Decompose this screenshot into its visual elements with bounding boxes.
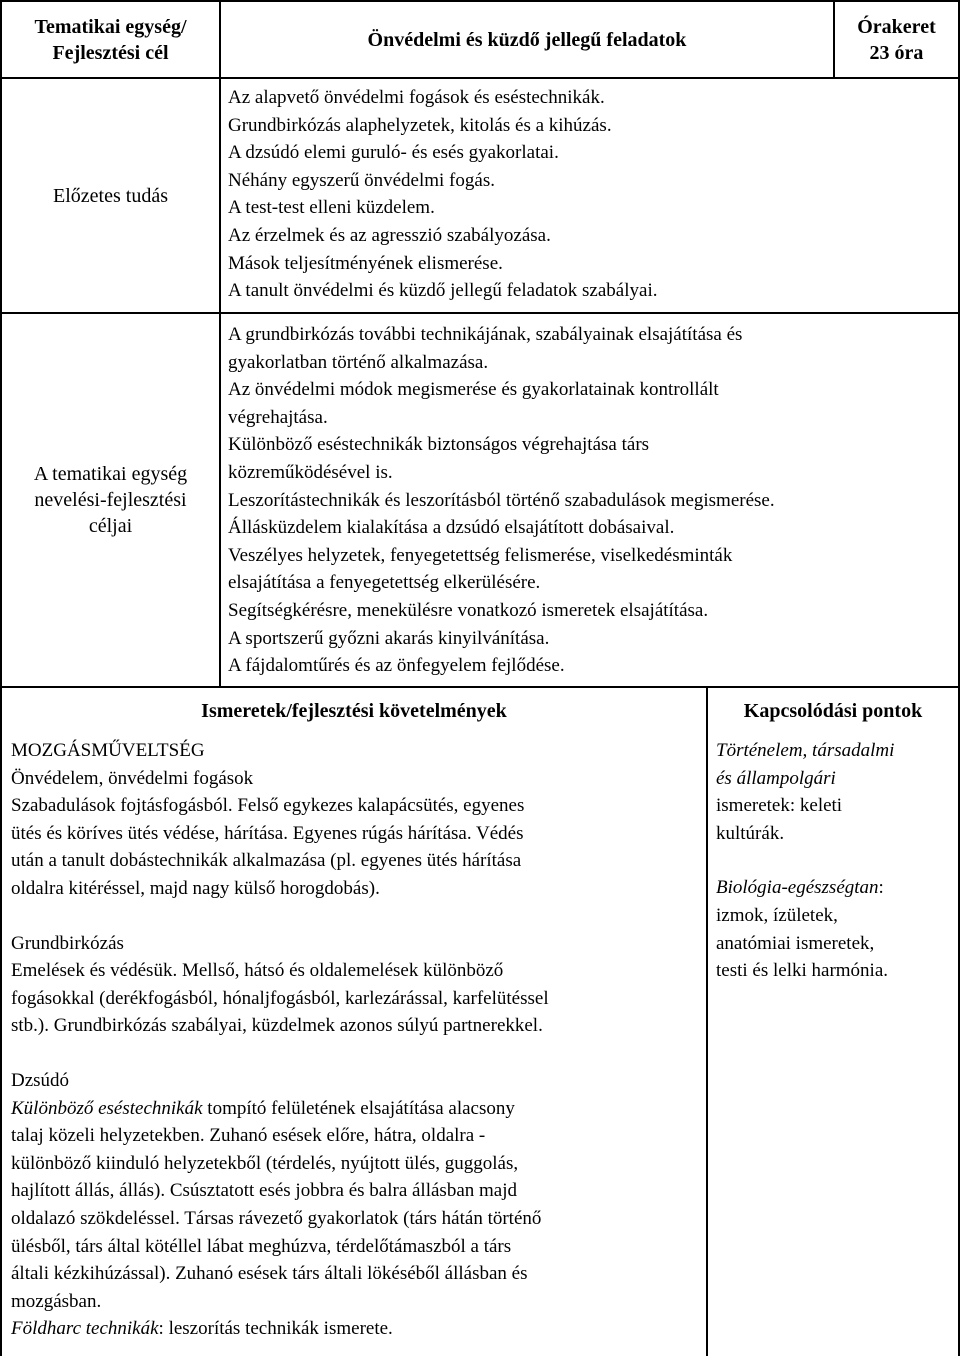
- text-line: után a tanult dobástechnikák alkalmazása (pl. egyenes ütés hárítása: [11, 850, 522, 872]
- requirements-header: Ismeretek/fejlesztési követelmények: [201, 700, 507, 722]
- spacer: [716, 847, 956, 874]
- goals-label-line2: nevelési-fejlesztési: [34, 489, 187, 511]
- text-line: hajlított állás, állás). Csúsztatott esés jobbra és balra állásban majd: [11, 1180, 517, 1202]
- text-line: ütés és köríves ütés védése, hárítása. Egyenes rúgás hárítása. Védés: [11, 822, 524, 844]
- header-label-line1: Tematikai egység/: [34, 15, 187, 38]
- list-item: Állásküzdelem kialakítása a dzsúdó elsajátított dobásaival.: [228, 517, 675, 539]
- rule-connections-col: [706, 686, 708, 1356]
- header-label-cell: [2, 2, 219, 77]
- section-title-mozgasmuveltseg: MOZGÁSMŰVELTSÉG: [11, 740, 205, 761]
- prior-knowledge-list: [228, 84, 948, 305]
- list-item: Az önvédelmi módok megismerése és gyakorlatainak kontrollált: [228, 379, 719, 401]
- text-line: oldalazó szökdeléssel. Társas rávezető gyakorlatok (társ hátán történő: [11, 1207, 542, 1229]
- list-item: Az alapvető önvédelmi fogások és eséstechnikák.: [228, 87, 605, 108]
- text-line: Emelések és védésük. Mellső, hátsó és oldalemelések különböző: [11, 960, 504, 982]
- section-title-dzsudo: Dzsúdó: [11, 1069, 70, 1091]
- text-line: ülésből, társ által kötéllel lábat meghúzva, térdelőtámaszból a társ: [11, 1235, 512, 1257]
- term-esestechnikak: Különböző eséstechnikák: [11, 1097, 203, 1119]
- rule-label-col: [219, 0, 221, 688]
- spacer: [11, 903, 705, 930]
- goals-list: [228, 321, 953, 680]
- page-title: Önvédelmi és küzdő jellegű feladatok: [367, 28, 687, 51]
- hours-label: Órakeret: [857, 15, 936, 38]
- text-line: [11, 1095, 705, 1123]
- text-line: különböző kiinduló helyzetekből (térdelés, nyújtott ülés, guggolás,: [11, 1152, 519, 1174]
- list-item: Grundbirkózás alaphelyzetek, kitolás és a kihúzás.: [228, 114, 612, 136]
- section-title-grundbirkozas: Grundbirkózás: [11, 932, 124, 954]
- term-foldharc: Földharc technikák: [11, 1318, 159, 1340]
- text-line: stb.). Grundbirkózás szabályai, küzdelmek azonos súlyú partnerekkel.: [11, 1015, 543, 1037]
- text-line: [11, 1315, 705, 1343]
- goals-label-line1: A tematikai egység: [33, 463, 188, 485]
- text-fragment: :: [878, 877, 884, 899]
- list-item: Mások teljesítményének elismerése.: [228, 252, 503, 274]
- list-item: gyakorlatban történő alkalmazása.: [228, 351, 489, 373]
- text-line: testi és lelki harmónia.: [716, 960, 889, 982]
- list-item: Az érzelmek és az agresszió szabályozása.: [228, 224, 551, 246]
- list-item: A fájdalomtűrés és az önfegyelem fejlődése.: [228, 655, 565, 677]
- list-item: Segítségkérésre, menekülésre vonatkozó ismeretek elsajátítása.: [228, 599, 709, 621]
- list-item: Néhány egyszerű önvédelmi fogás.: [228, 169, 495, 191]
- text-line: kultúrák.: [716, 822, 785, 844]
- list-item: közreműködésével is.: [228, 461, 393, 483]
- text-line: ismeretek: keleti: [716, 795, 843, 817]
- subject-history-line1: Történelem, társadalmi: [716, 740, 895, 761]
- text-line: Szabadulások fojtásfogásból. Felső egykezes kalapácsütés, egyenes: [11, 795, 525, 817]
- list-item: A dzsúdó elemi guruló- és esés gyakorlatai.: [228, 142, 559, 164]
- text-fragment: tompító felületének elsajátítása alacsony: [202, 1097, 515, 1119]
- goals-label-line3: céljai: [88, 515, 133, 537]
- text-line: általi kézkihúzással). Zuhanó esések társ általi lökéséből állásban és: [11, 1263, 528, 1285]
- text-line: Önvédelem, önvédelmi fogások: [11, 767, 254, 789]
- text-fragment: : leszorítás technikák ismerete.: [158, 1318, 393, 1340]
- text-line: mozgásban.: [11, 1290, 102, 1312]
- list-item: A sportszerű győzni akarás kinyilvánítása.: [228, 627, 550, 649]
- subject-biology-name: Biológia-egészségtan: [716, 877, 879, 899]
- text-line: oldalra kitéréssel, majd nagy külső horogdobás).: [11, 877, 380, 899]
- prior-knowledge-label: Előzetes tudás: [53, 184, 168, 207]
- spacer: [11, 1040, 705, 1067]
- hours-cell: [835, 2, 958, 77]
- text-line: talaj közeli helyzetekben. Zuhanó esések előre, hátra, oldalra -: [11, 1125, 486, 1147]
- text-line: izmok, ízületek,: [716, 904, 838, 926]
- header-label-line2: Fejlesztési cél: [52, 41, 169, 64]
- requirements-body: [11, 737, 705, 1343]
- list-item: A test-test elleni küzdelem.: [228, 197, 435, 219]
- list-item: A tanult önvédelmi és küzdő jellegű feladatok szabályai.: [228, 280, 658, 302]
- list-item: végrehajtása.: [228, 406, 328, 428]
- connections-body: [716, 737, 956, 985]
- list-item: A grundbirkózás további technikájának, szabályainak elsajátítása és: [228, 324, 743, 345]
- text-line: anatómiai ismeretek,: [716, 932, 875, 954]
- subject-history-line2: és állampolgári: [716, 767, 836, 789]
- list-item: Leszorítástechnikák és leszorításból történő szabadulások megismerése.: [228, 489, 775, 511]
- connections-header: Kapcsolódási pontok: [743, 700, 923, 722]
- subject-biology: [716, 874, 956, 902]
- rule-goals-bottom: [0, 686, 960, 688]
- list-item: Különböző eséstechnikák biztonságos végrehajtása társ: [228, 434, 650, 456]
- goals-label: [2, 314, 219, 686]
- text-line: fogásokkal (derékfogásból, hónaljfogásból, karlezárással, karfelütéssel: [11, 987, 549, 1009]
- list-item: elsajátítása a fenyegetettség elkerülésére.: [228, 572, 541, 594]
- list-item: Veszélyes helyzetek, fenyegetettség felismerése, viselkedésminták: [228, 544, 733, 566]
- hours-value: 23 óra: [869, 41, 924, 64]
